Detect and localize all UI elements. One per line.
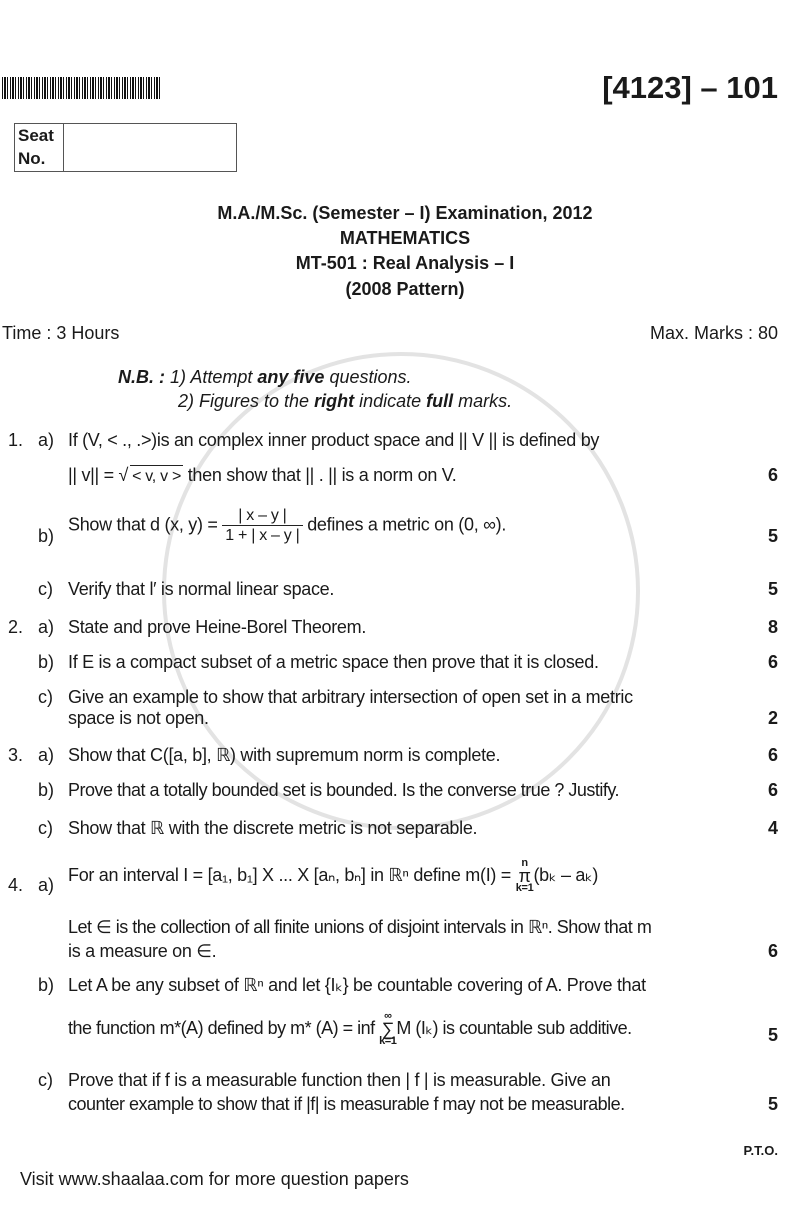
- seat-number-box: [14, 123, 237, 172]
- question-text: Prove that a totally bounded set is bounded. Is the converse true ? Justify.: [68, 780, 620, 800]
- question-text: Let ∈ is the collection of all finite unions of disjoint intervals in ℝⁿ. Show that m: [68, 917, 652, 937]
- part-label: c): [38, 818, 53, 838]
- part-label: b): [38, 975, 55, 995]
- marks: 2: [767, 708, 778, 728]
- marks: 8: [767, 617, 778, 637]
- max-marks: Max. Marks : 80: [649, 323, 778, 343]
- question-text: If E is a compact subset of a metric space then prove that it is closed.: [68, 652, 599, 672]
- question-text: Prove that if f is a measurable function then | f | is measurable. Give an: [68, 1070, 611, 1090]
- question-text: space is not open.: [68, 708, 209, 728]
- question-number: 2.: [8, 617, 24, 637]
- marks: 4: [767, 818, 778, 838]
- question-number: 3.: [8, 745, 24, 765]
- marks: 6: [767, 465, 778, 485]
- question-text: counter example to show that if |f| is measurable f may not be measurable.: [68, 1094, 625, 1114]
- part-label: a): [38, 617, 55, 637]
- pto-label: P.T.O.: [743, 1143, 778, 1158]
- barcode: [2, 77, 162, 99]
- marks: 6: [767, 652, 778, 672]
- question-text: For an interval I = [a₁, b₁] X ... X [aₙ, bₙ] in ℝⁿ define m(I) = n π k=1 (bₖ – aₖ): [68, 857, 599, 894]
- question-number: 4.: [8, 875, 24, 895]
- pattern-title: (2008 Pattern): [345, 279, 465, 299]
- part-label: b): [38, 652, 55, 672]
- question-number: 1.: [8, 430, 24, 450]
- instruction-2: 2) Figures to the right indicate full marks.: [178, 391, 513, 411]
- marks: 5: [767, 1094, 778, 1114]
- footer-link[interactable]: Visit www.shaalaa.com for more question papers: [20, 1169, 409, 1189]
- instruction-1: N.B. : 1) Attempt any five questions.: [118, 367, 412, 387]
- part-label: a): [38, 875, 55, 895]
- fraction: $\frac{| x - y |}{1 + | x - y |}$: [222, 506, 302, 545]
- seat-label: Seat No.: [15, 124, 64, 171]
- part-label: a): [38, 745, 55, 765]
- part-label: c): [38, 687, 53, 707]
- question-text: Give an example to show that arbitrary intersection of open set in a metric: [68, 687, 633, 707]
- product-symbol: n π k=1: [515, 857, 534, 894]
- question-text: Verify that l′ is normal linear space.: [68, 579, 335, 599]
- marks: 5: [767, 579, 778, 599]
- sum-symbol: ∞ ∑ k=1: [379, 1010, 397, 1047]
- marks: 5: [767, 526, 778, 546]
- question-text: the function m*(A) defined by m* (A) = inf ∞ ∑ k=1 M (Iₖ) is countable sub additive.: [68, 1010, 632, 1047]
- marks: 6: [767, 941, 778, 961]
- question-text: Let A be any subset of ℝⁿ and let {Iₖ} be countable covering of A. Prove that: [68, 975, 646, 995]
- part-label: c): [38, 579, 53, 599]
- exam-title: M.A./M.Sc. (Semester – I) Examination, 2012: [217, 203, 593, 223]
- time-label: Time : 3 Hours: [2, 323, 120, 343]
- paper-code: [4123] – 101: [602, 70, 778, 105]
- marks: 5: [767, 1025, 778, 1045]
- course-title: MT-501 : Real Analysis – I: [295, 253, 515, 273]
- marks: 6: [767, 780, 778, 800]
- part-label: c): [38, 1070, 53, 1090]
- marks: 6: [767, 745, 778, 765]
- question-text: || v|| = √ < v, v > then show that || . || is a norm on V.: [68, 464, 457, 488]
- question-text: is a measure on ∈.: [68, 941, 217, 961]
- question-text: Show that ℝ with the discrete metric is not separable.: [68, 818, 478, 838]
- question-text: Show that d (x, y) = $\frac{| x - y |}{1 + | x - y |}$ defines a metric on (0, ∞).: [68, 507, 507, 544]
- question-text: State and prove Heine-Borel Theorem.: [68, 617, 367, 637]
- subject-title: MATHEMATICS: [339, 228, 471, 248]
- part-label: b): [38, 526, 55, 546]
- part-label: b): [38, 780, 55, 800]
- question-text: If (V, < ., .>)is an complex inner product space and || V || is defined by: [68, 430, 600, 450]
- question-text: Show that C([a, b], ℝ) with supremum norm is complete.: [68, 745, 501, 765]
- part-label: a): [38, 430, 55, 450]
